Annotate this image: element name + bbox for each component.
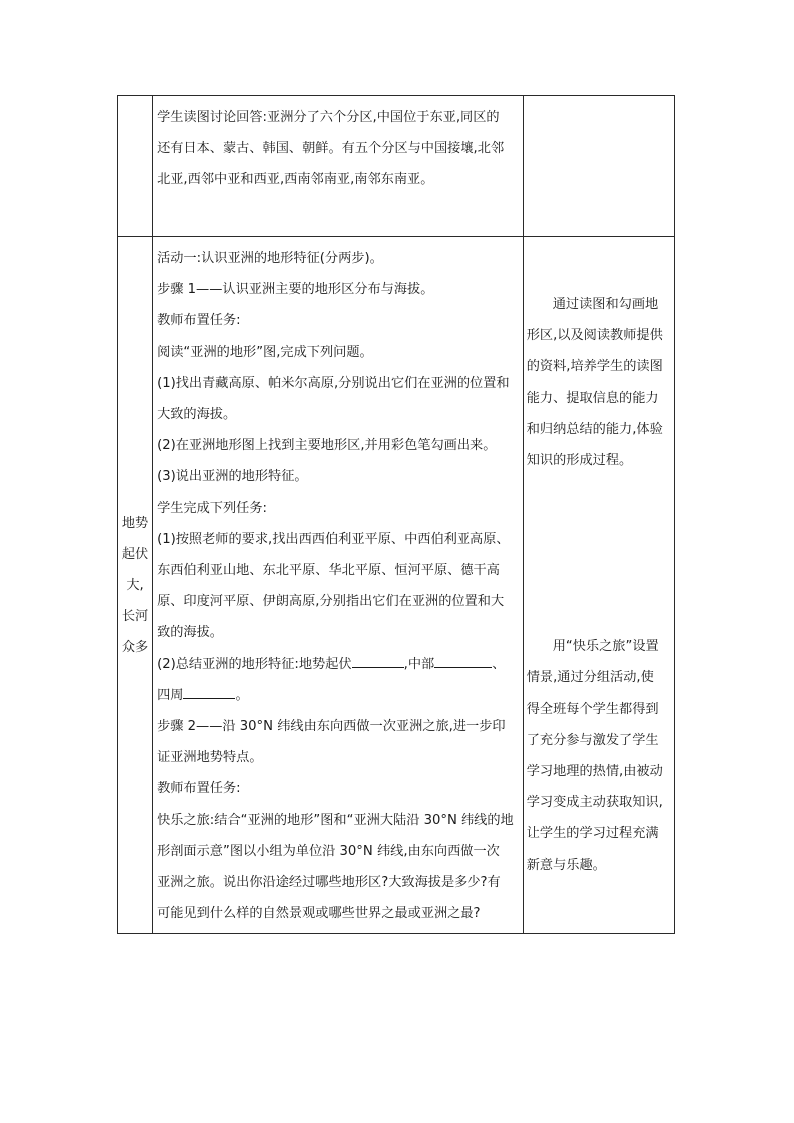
fill-text: 四周 — [157, 687, 184, 703]
fill-text: 。 — [235, 687, 249, 703]
intent-line: 得全班每个学生都得到 — [526, 701, 659, 717]
text-line: 亚洲之旅。说出你沿途经过哪些地形区?大致海拔是多少?有 — [157, 875, 501, 891]
activity-cell — [153, 96, 524, 237]
design-intent-2 — [527, 631, 670, 881]
text-line: 致的海拔。 — [157, 625, 223, 641]
intent-line: 情景,通过分组活动,使 — [526, 670, 654, 686]
topic-cell — [118, 237, 153, 934]
design-intent-cell-empty — [523, 96, 674, 237]
design-intent-1 — [527, 289, 670, 476]
text-line: 快乐之旅:结合“亚洲的地形”图和“亚洲大陆沿 30°N 纬线的地 — [157, 812, 514, 828]
intent-line: 知识的形成过程。 — [526, 453, 633, 469]
text-line: 活动一:认识亚洲的地形特征(分两步)。 — [157, 251, 383, 266]
answer-blank — [183, 684, 235, 699]
fill-text: 、 — [492, 656, 506, 672]
topic-cell-empty — [118, 96, 153, 237]
text-line: 步骤 1——认识亚洲主要的地形区分布与海拔。 — [157, 282, 434, 298]
text-line: 学生读图讨论回答:亚洲分了六个分区,中国位于东亚,同区的 — [157, 110, 500, 125]
intent-line: 新意与乐趣。 — [526, 857, 606, 873]
fill-in-line — [157, 649, 519, 680]
intent-line: 用“快乐之旅”设置 — [552, 639, 659, 655]
intent-line: 让学生的学习过程充满 — [526, 826, 659, 842]
text-line: 北亚,西邻中亚和西亚,西南邻南亚,南邻东南亚。 — [157, 172, 434, 188]
lesson-plan-table — [117, 95, 675, 934]
text-line: (1)找出青藏高原、帕米尔高原,分别说出它们在亚洲的位置和 — [157, 375, 510, 391]
intent-line: 学习地理的热情,由被动 — [526, 764, 663, 780]
text-line: 教师布置任务: — [157, 313, 241, 329]
text-line: (1)按照老师的要求,找出西西伯利亚平原、中西伯利亚高原、 — [157, 531, 510, 547]
text-line: 可能见到什么样的自然景观或哪些世界之最或亚洲之最? — [157, 906, 481, 922]
text-line: 还有日本、蒙古、韩国、朝鲜。有五个分区与中国接壤,北邻 — [157, 141, 505, 157]
text-line: (2)在亚洲地形图上找到主要地形区,并用彩色笔勾画出来。 — [157, 438, 497, 454]
text-line: 证亚洲地势特点。 — [157, 750, 263, 766]
text-line: 原、印度河平原、伊朗高原,分别指出它们在亚洲的位置和大 — [157, 594, 505, 610]
table-row — [118, 237, 675, 934]
intent-line: 形区,以及阅读教师提供 — [526, 328, 663, 344]
fill-in-line — [157, 680, 519, 711]
intent-line: 了充分参与激发了学生 — [526, 732, 659, 748]
intent-line: 能力、提取信息的能力 — [526, 390, 659, 406]
intent-line: 和归纳总结的能力,体验 — [526, 421, 663, 437]
table-row — [118, 96, 675, 237]
fill-text: (2)总结亚洲的地形特征:地势起伏 — [157, 656, 352, 672]
intent-line: 学习变成主动获取知识, — [526, 795, 663, 811]
activity-cell — [153, 237, 524, 934]
text-line: 形剖面示意”图以小组为单位沿 30°N 纬线,由东向西做一次 — [157, 843, 500, 859]
text-line: 步骤 2——沿 30°N 纬线由东向西做一次亚洲之旅,进一步印 — [157, 719, 506, 735]
text-line: 学生完成下列任务: — [157, 500, 268, 516]
answer-blank — [434, 653, 492, 668]
intent-line: 通过读图和勾画地 — [552, 297, 659, 312]
topic-label: 地势起伏大,长河众多 — [121, 515, 149, 655]
design-intent-cell — [523, 237, 674, 934]
text-line: 阅读“亚洲的地形”图,完成下列问题。 — [157, 344, 373, 360]
intent-line: 的资料,培养学生的读图 — [526, 359, 663, 375]
text-line: 教师布置任务: — [157, 781, 241, 797]
answer-blank — [352, 653, 404, 668]
text-line: 大致的海拔。 — [157, 407, 237, 423]
fill-text: ,中部 — [403, 656, 435, 672]
text-line: 东西伯利亚山地、东北平原、华北平原、恒河平原、德干高 — [157, 563, 500, 579]
text-line: (3)说出亚洲的地形特征。 — [157, 469, 308, 485]
